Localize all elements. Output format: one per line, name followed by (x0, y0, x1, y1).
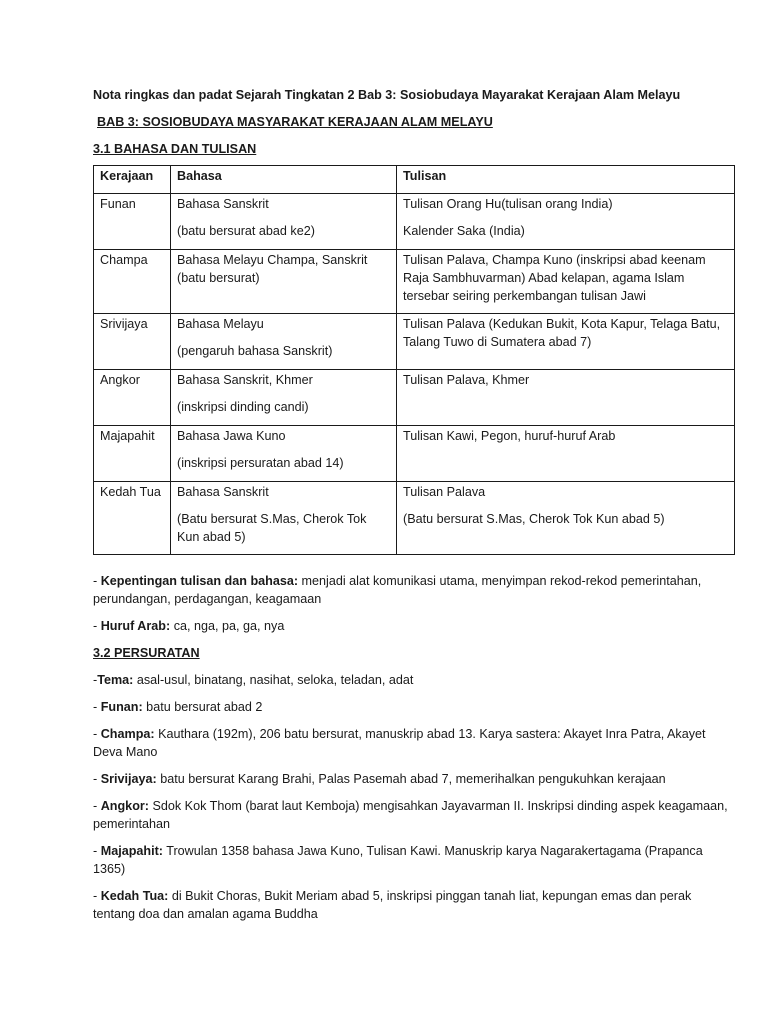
bahasa-tulisan-table (93, 165, 735, 555)
cell-text: (Batu bersurat S.Mas, Cherok Tok Kun abad 5) (403, 512, 665, 526)
cell-text: Tulisan Orang Hu(tulisan orang India) (403, 197, 613, 211)
cell-text: Bahasa Melayu Champa, Sanskrit (batu bersurat) (177, 253, 368, 285)
column-header-bahasa: Bahasa (171, 166, 397, 194)
cell-text: Bahasa Sanskrit, Khmer (177, 373, 313, 387)
note-label: Huruf Arab: (100, 619, 171, 633)
table-row (94, 370, 735, 426)
cell-text: (inskripsi persuratan abad 14) (177, 456, 344, 470)
cell-text: Tulisan Palava, Khmer (403, 373, 530, 387)
cell-text: Bahasa Sanskrit (177, 485, 269, 499)
table-header-row (94, 166, 735, 194)
note-label: Champa: (100, 727, 155, 741)
cell-kerajaan: Srivijaya (94, 314, 171, 370)
note-label: Srivijaya: (100, 772, 157, 786)
cell-text: Bahasa Jawa Kuno (177, 429, 286, 443)
cell-text: Kalender Saka (India) (403, 224, 525, 238)
note-label: Funan: (100, 700, 143, 714)
note-text: Kauthara (192m), 206 batu bersurat, manuskrip abad 13. Karya sastera: Akayet Inra Patra, Akayet Deva Mano (93, 727, 706, 759)
note-text: ca, nga, pa, ga, nya (170, 619, 285, 633)
cell-tulisan (397, 194, 735, 250)
table-row (94, 194, 735, 250)
note-tema: -Tema: asal-usul, binatang, nasihat, seloka, teladan, adat (93, 673, 414, 687)
cell-text: (inskripsi dinding candi) (177, 400, 309, 414)
note-text: batu bersurat abad 2 (142, 700, 263, 714)
cell-bahasa (171, 250, 397, 314)
cell-text: Tulisan Kawi, Pegon, huruf-huruf Arab (403, 429, 616, 443)
cell-bahasa (171, 194, 397, 250)
cell-text: (pengaruh bahasa Sanskrit) (177, 344, 333, 358)
note-text: Trowulan 1358 bahasa Jawa Kuno, Tulisan Kawi. Manuskrip karya Nagarakertagama (Prapanca 1365) (93, 844, 703, 876)
cell-text: Tulisan Palava (Kedukan Bukit, Kota Kapur, Telaga Batu, Talang Tuwo di Sumatera abad 7) (403, 317, 721, 349)
note-label: Angkor: (100, 799, 149, 813)
section-heading-persuratan: 3.2 PERSURATAN (93, 646, 200, 660)
cell-text: Bahasa Sanskrit (177, 197, 269, 211)
table-row (94, 250, 735, 314)
note-label: Kepentingan tulisan dan bahasa: (100, 574, 299, 588)
cell-tulisan (397, 314, 735, 370)
table-row (94, 482, 735, 555)
note-text: menjadi alat komunikasi utama, menyimpan rekod-rekod pemerintahan, perundangan, perdagangan, keagamaan (93, 574, 702, 606)
cell-bahasa (171, 426, 397, 482)
cell-bahasa (171, 370, 397, 426)
note-kedah-tua: - Kedah Tua: di Bukit Choras, Bukit Meriam abad 5, inskripsi pinggan tanah liat, kepungan emas dan perak tentang doa dan amalan agama Buddha (93, 889, 692, 921)
note-funan: - Funan: batu bersurat abad 2 (93, 700, 263, 714)
cell-text: (Batu bersurat S.Mas, Cherok Tok Kun abad 5) (177, 512, 367, 544)
cell-text: (batu bersurat abad ke2) (177, 224, 315, 238)
column-header-kerajaan: Kerajaan (94, 166, 171, 194)
note-text: Sdok Kok Thom (barat laut Kemboja) mengisahkan Jayavarman II. Inskripsi dinding aspek keagamaan, pemerintahan (93, 799, 728, 831)
cell-text: Tulisan Palava, Champa Kuno (inskripsi abad keenam Raja Sambhuvarman) Abad kelapan, agama Islam tersebar seiring perkembangan tulisan Jawi (403, 253, 706, 303)
note-text: di Bukit Choras, Bukit Meriam abad 5, inskripsi pinggan tanah liat, kepungan emas dan perak tentang doa dan amalan agama Buddha (93, 889, 692, 921)
cell-tulisan (397, 370, 735, 426)
note-angkor: - Angkor: Sdok Kok Thom (barat laut Kemboja) mengisahkan Jayavarman II. Inskripsi dinding aspek keagamaan, pemerintahan (93, 799, 728, 831)
note-text: batu bersurat Karang Brahi, Palas Pasemah abad 7, memerihalkan pengukuhkan kerajaan (156, 772, 666, 786)
document-title: Nota ringkas dan padat Sejarah Tingkatan 2 Bab 3: Sosiobudaya Mayarakat Kerajaan Alam Melayu (93, 88, 681, 102)
cell-bahasa (171, 482, 397, 555)
cell-kerajaan: Majapahit (94, 426, 171, 482)
note-label: Majapahit: (100, 844, 163, 858)
cell-kerajaan: Funan (94, 194, 171, 250)
table-row (94, 314, 735, 370)
document-body (93, 86, 735, 923)
cell-text: Bahasa Melayu (177, 317, 264, 331)
cell-kerajaan: Champa (94, 250, 171, 314)
column-header-tulisan: Tulisan (397, 166, 735, 194)
cell-tulisan (397, 426, 735, 482)
note-kepentingan: - Kepentingan tulisan dan bahasa: menjadi alat komunikasi utama, menyimpan rekod-rekod pemerintahan, perundangan, perdagangan, keagamaan (93, 574, 702, 606)
cell-tulisan (397, 482, 735, 555)
cell-kerajaan: Angkor (94, 370, 171, 426)
note-srivijaya: - Srivijaya: batu bersurat Karang Brahi, Palas Pasemah abad 7, memerihalkan pengukuhkan kerajaan (93, 772, 666, 786)
note-majapahit: - Majapahit: Trowulan 1358 bahasa Jawa Kuno, Tulisan Kawi. Manuskrip karya Nagarakertagama (Prapanca 1365) (93, 844, 703, 876)
chapter-heading: BAB 3: SOSIOBUDAYA MASYARAKAT KERAJAAN ALAM MELAYU (97, 115, 493, 129)
cell-kerajaan: Kedah Tua (94, 482, 171, 555)
section-heading-bahasa-tulisan: 3.1 BAHASA DAN TULISAN (93, 142, 257, 156)
table-row (94, 426, 735, 482)
note-label: Kedah Tua: (100, 889, 169, 903)
note-label: Tema: (97, 673, 134, 687)
cell-tulisan (397, 250, 735, 314)
note-champa: - Champa: Kauthara (192m), 206 batu bersurat, manuskrip abad 13. Karya sastera: Akayet Inra Patra, Akayet Deva Mano (93, 727, 706, 759)
note-text: asal-usul, binatang, nasihat, seloka, teladan, adat (133, 673, 414, 687)
note-huruf-arab: - Huruf Arab: ca, nga, pa, ga, nya (93, 619, 285, 633)
cell-bahasa (171, 314, 397, 370)
cell-text: Tulisan Palava (403, 485, 486, 499)
